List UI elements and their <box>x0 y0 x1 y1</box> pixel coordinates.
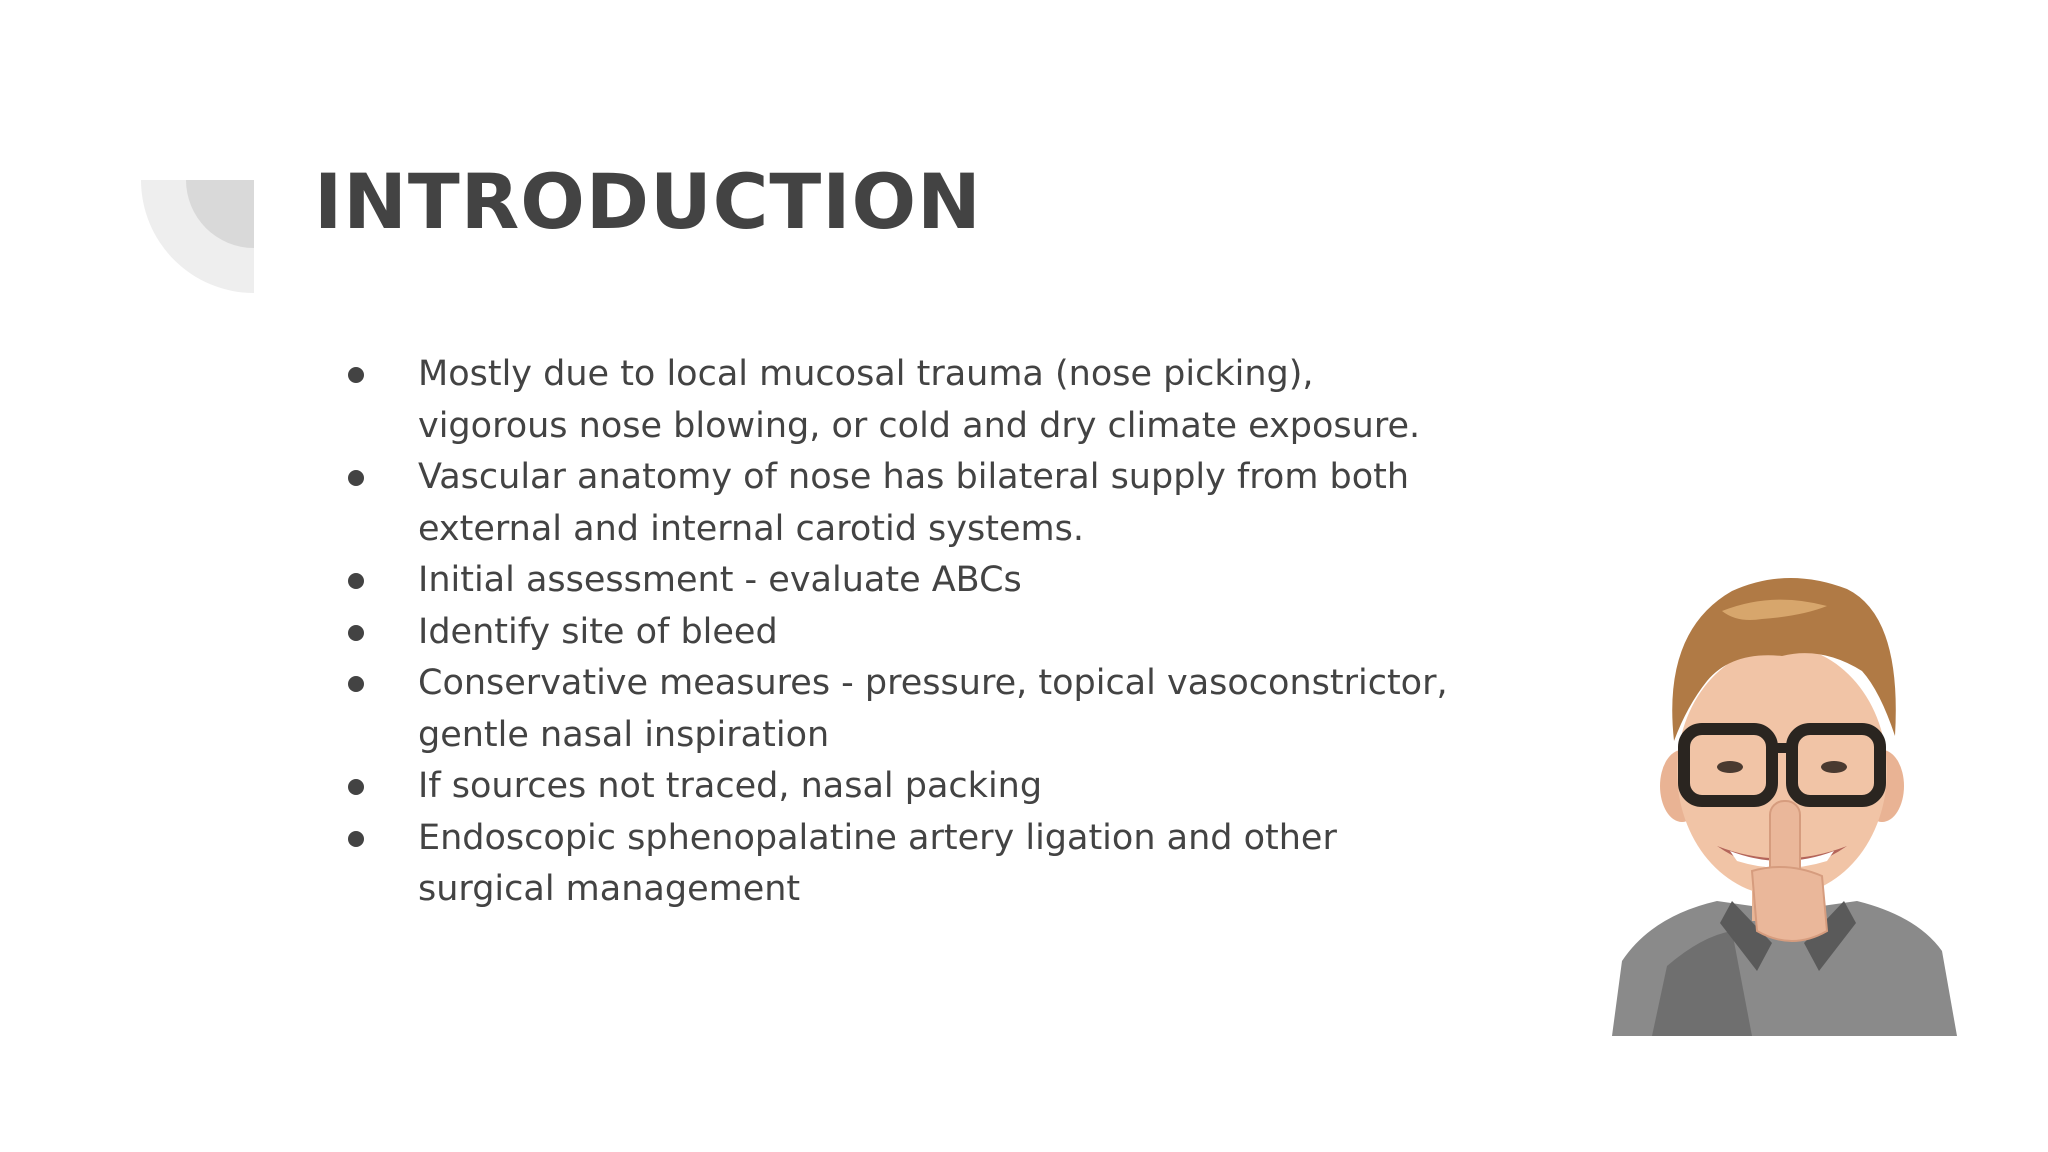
photo-eye <box>1717 761 1743 773</box>
bullet-text: Endoscopic sphenopalatine artery ligation and other surgical management <box>418 817 1337 909</box>
bullet-dot-icon <box>348 470 364 486</box>
bullet-text: Initial assessment - evaluate ABCs <box>418 560 1022 600</box>
bullet-dot-icon <box>348 625 364 641</box>
bullet-item <box>340 761 1460 813</box>
bullet-item <box>340 452 1460 555</box>
bullet-dot-icon <box>348 831 364 847</box>
bullet-dot-icon <box>348 779 364 795</box>
photo-glasses-bridge <box>1770 743 1794 753</box>
bullet-item <box>340 555 1460 607</box>
bullet-dot-icon <box>348 367 364 383</box>
bullet-dot-icon <box>348 573 364 589</box>
boy-with-glasses-photo <box>1612 571 1957 1036</box>
bullet-dot-icon <box>348 676 364 692</box>
bullet-list <box>340 349 1460 916</box>
bullet-text: If sources not traced, nasal packing <box>418 766 1043 806</box>
photo-eye <box>1821 761 1847 773</box>
corner-decoration <box>141 180 254 293</box>
bullet-item <box>340 607 1460 659</box>
bullet-text: Vascular anatomy of nose has bilateral supply from both external and internal carotid systems. <box>418 457 1410 549</box>
bullet-item <box>340 658 1460 761</box>
bullet-text: Mostly due to local mucosal trauma (nose picking), vigorous nose blowing, or cold and dry climate exposure. <box>418 354 1421 446</box>
bullet-item <box>340 813 1460 916</box>
slide-title: INTRODUCTION <box>314 157 982 246</box>
photo-hand <box>1752 867 1827 941</box>
bullet-text: Conservative measures - pressure, topical vasoconstrictor, gentle nasal inspiration <box>418 663 1448 755</box>
bullet-text: Identify site of bleed <box>418 611 778 652</box>
bullet-item <box>340 349 1460 452</box>
